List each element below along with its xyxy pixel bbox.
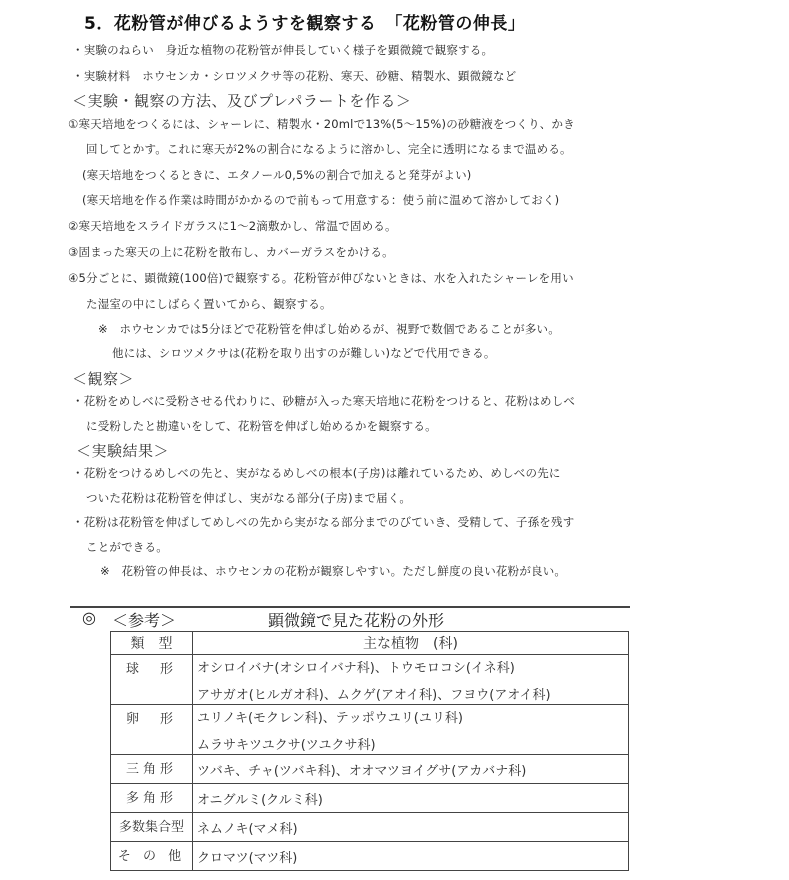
table-row [111, 842, 629, 871]
experiment-aim: ・実験のねらい 身近な植物の花粉管が伸長していく様子を顕微鏡で観察する。 [72, 43, 494, 57]
shape-type-cell: そ の 他 [111, 842, 193, 871]
method-note: ※ ホウセンカでは5分ほどで花粉管を伸ばし始めるが、視野で数個であることが多い。 [98, 322, 560, 336]
shape-type-cell: 多角形 [111, 784, 193, 813]
table-row [111, 655, 629, 705]
plants-line: オシロイバナ(オシロイバナ科)、トウモロコシ(イネ科) [197, 660, 515, 676]
table-row [111, 784, 629, 813]
reference-mark: ◎ [82, 608, 96, 627]
method-line: 回してとかす。これに寒天が2%の割合になるように溶かし、完全に透明になるまで温める。 [86, 142, 572, 156]
plants-line: アサガオ(ヒルガオ科)、ムクゲ(アオイ科)、フヨウ(アオイ科) [197, 687, 551, 703]
shape-type-cell: 三角形 [111, 755, 193, 784]
plants-cell: ネムノキ(マメ科) [193, 813, 629, 842]
method-line: ②寒天培地をスライドガラスに1〜2滴敷かし、常温で固める。 [68, 219, 397, 233]
results-line: ・花粉は花粉管を伸ばしてめしべの先から実がなる部分までのびていき、受精して、子孫を残す [72, 515, 575, 529]
experiment-materials: ・実験材料 ホウセンカ・シロツメクサ等の花粉、寒天、砂糖、精製水、顕微鏡など [72, 69, 517, 83]
plants-cell: ツバキ、チャ(ツバキ科)、オオマツヨイグサ(アカバナ科) [193, 755, 629, 784]
plants-cell [193, 705, 629, 755]
reference-caption: 顕微鏡で見た花粉の外形 [268, 611, 445, 630]
method-line: ④5分ごとに、顕微鏡(100倍)で観察する。花粉管が伸びないときは、水を入れたシャーレを用い [68, 271, 574, 285]
results-line: ことができる。 [86, 540, 168, 554]
table-row [111, 813, 629, 842]
shape-type-cell: 卵 形 [111, 705, 193, 755]
table-header-row [111, 632, 629, 655]
reference-label: ＜参考＞ [112, 611, 177, 630]
observation-line: ・花粉をめしべに受粉させる代わりに、砂糖が入った寒天培地に花粉をつけると、花粉はめしべ [72, 394, 576, 408]
results-note: ※ 花粉管の伸長は、ホウセンカの花粉が観察しやすい。ただし鮮度の良い花粉が良い。 [100, 564, 567, 578]
pollen-shape-table [110, 631, 629, 871]
results-heading: ＜実験結果＞ [76, 442, 170, 460]
shape-type-cell: 球 形 [111, 655, 193, 705]
method-heading: ＜実験・観察の方法、及びプレパラートを作る＞ [72, 92, 412, 110]
col-type-header: 類 型 [111, 632, 193, 655]
col-plants-header: 主な植物 (科) [193, 632, 629, 655]
method-line: た湿室の中にしばらく置いてから、観察する。 [86, 297, 332, 311]
plants-line: ユリノキ(モクレン科)、テッポウユリ(ユリ科) [197, 710, 463, 726]
observation-line: に受粉したと勘違いをして、花粉管を伸ばし始めるかを観察する。 [86, 419, 437, 433]
method-line: ③固まった寒天の上に花粉を散布し、カバーガラスをかける。 [68, 245, 394, 259]
results-line: ついた花粉は花粉管を伸ばし、実がなる部分(子房)まで届く。 [86, 491, 412, 505]
plants-cell: クロマツ(マツ科) [193, 842, 629, 871]
shape-type-cell: 多数集合型 [111, 813, 193, 842]
method-line: (寒天培地を作る作業は時間がかかるので前もって用意する：使う前に温めて溶かしておく) [82, 193, 560, 207]
page-title: 5．花粉管が伸びるようすを観察する 「花粉管の伸長」 [84, 14, 526, 34]
plants-cell [193, 655, 629, 705]
table-row [111, 705, 629, 755]
plants-line: ムラサキツユクサ(ツユクサ科) [197, 737, 376, 753]
method-line: (寒天培地をつくるときに、エタノール0,5%の割合で加えると発芽がよい) [82, 168, 472, 182]
table-row [111, 755, 629, 784]
observation-heading: ＜観察＞ [72, 370, 135, 388]
method-line: ①寒天培地をつくるには、シャーレに、精製水・20mlで13%(5〜15%)の砂糖液をつくり、かき [68, 117, 575, 131]
plants-cell: オニグルミ(クルミ科) [193, 784, 629, 813]
results-line: ・花粉をつけるめしべの先と、実がなるめしべの根本(子房)は離れているため、めしべの先に [72, 466, 561, 480]
method-note: 他には、シロツメクサは(花粉を取り出すのが難しい)などで代用できる。 [112, 346, 496, 360]
